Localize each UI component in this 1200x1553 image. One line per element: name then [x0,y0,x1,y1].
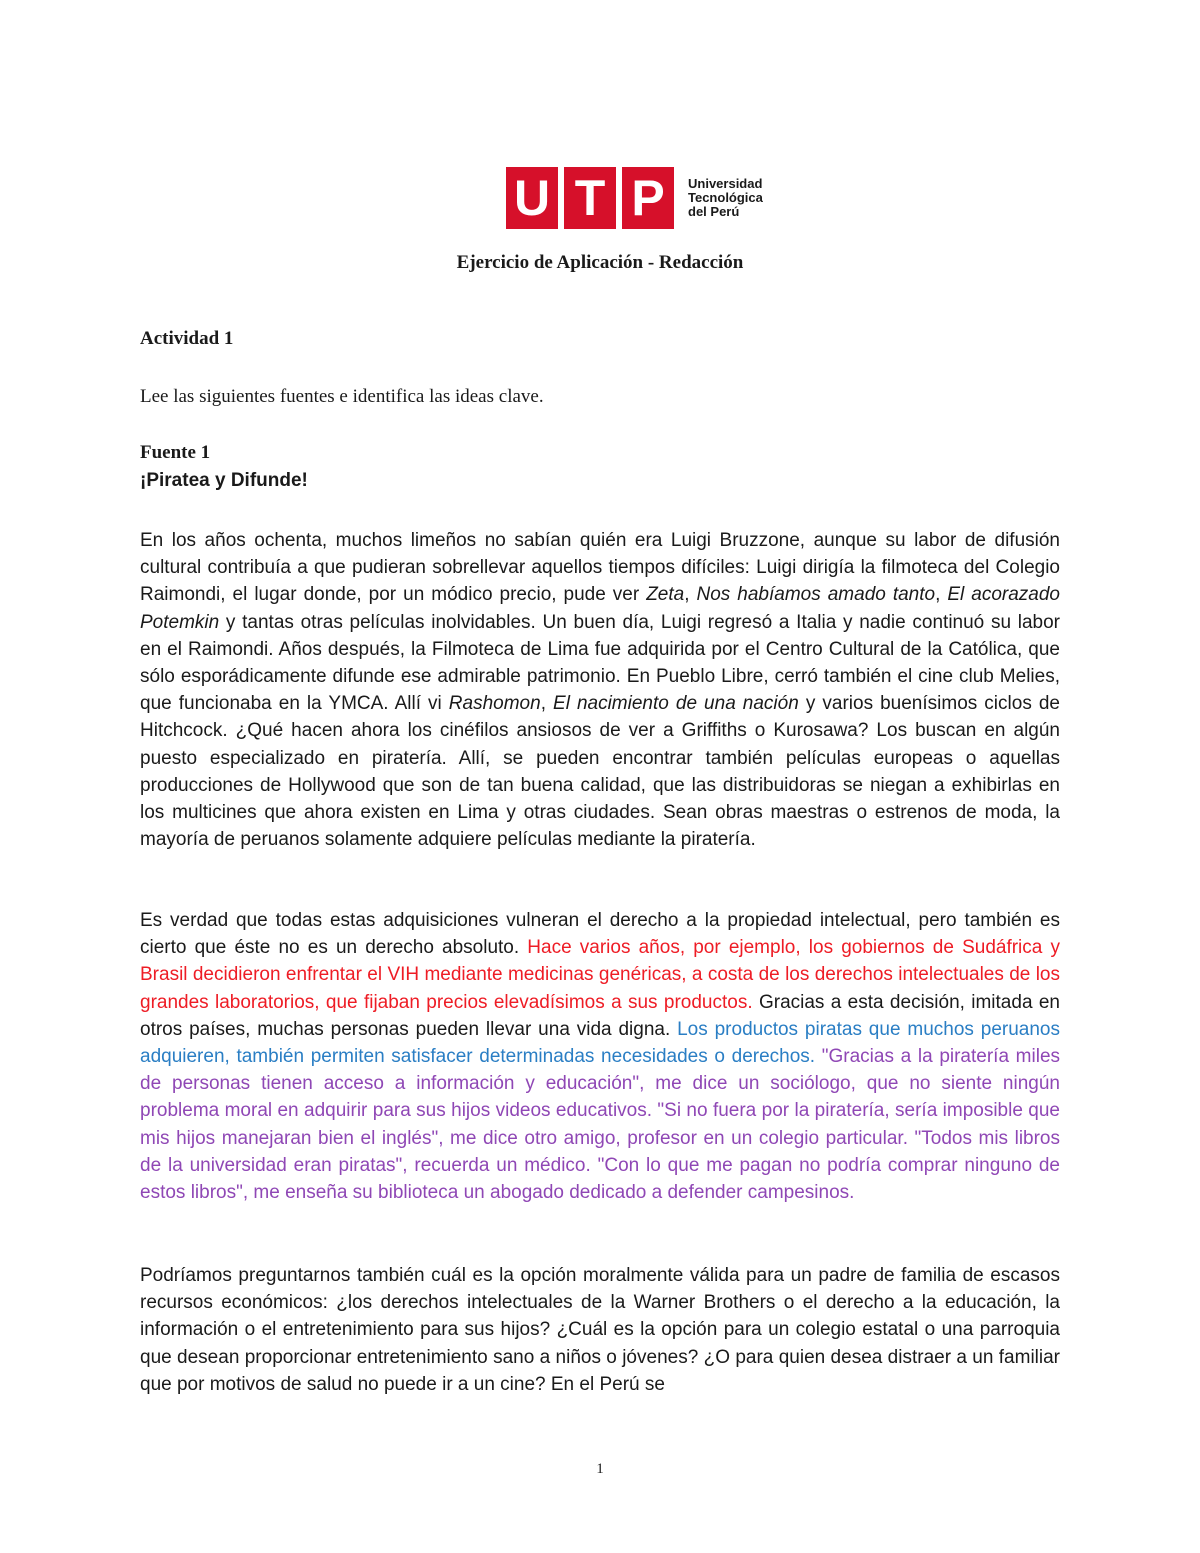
logo-line-3: del Perú [688,204,740,219]
p1-text-6: y varios buenísimos ciclos de Hitchcock. ¿Qué hacen ahora los cinéfilos ansiosos de ver a Griffiths o Kurosawa? Los buscan en algún puesto especializado en piratería. Allí, se pueden encontrar también películas europeas o aquellas producciones de Hollywood que son de tan buena calidad, que las distribuidoras se niegan a exhibirlas en los multicines que ahora existen en Lima y otras ciudades. Sean obras maestras o estrenos de moda, la mayoría de peruanos solamente adquiere películas mediante la piratería. [140,693,1060,851]
p1-film-nacimiento: El nacimiento de una nación [553,693,799,715]
paragraph-1 [140,527,1060,853]
instruction-text: Lee las siguientes fuentes e identifica las ideas clave. [140,386,544,407]
p1-text-5: , [540,693,554,715]
logo-letter-u: U [513,170,551,226]
page-number: 1 [596,1461,604,1477]
logo-letters-block [506,167,558,229]
p1-film-potemkin: El acorazado Potemkin [140,584,1060,633]
logo-letters-block-p [622,167,674,229]
p1-film-rashomon: Rashomon [448,693,541,715]
utp-logo [506,167,763,229]
p1-text-3: , [935,584,948,606]
p2-purple-highlight: "Gracias a la piratería miles de personas tienen acceso a información y educación", me dice un sociólogo, que no siente ningún problema moral en adquirir para sus hijos videos educativos. "Si no fuera por la piratería, sería imposible que mis hijos manejaran bien el inglés", me dice otro amigo, profesor en un colegio particular. "Todos mis libros de la universidad eran piratas", recuerda un médico. "Con lo que me pagan no podría comprar ninguno de estos libros", me enseña su biblioteca un abogado dedicado a defender campesinos. [140,1046,1061,1204]
p1-film-zeta: Zeta [646,584,685,606]
p1-text-2: , [684,584,697,606]
paragraph-3 [140,1262,1060,1398]
page-title: Ejercicio de Aplicación - Redacción [456,252,744,273]
p2-text-3 [815,1046,822,1067]
p2-text-2: Gracias a esta decisión, imitada en otros países, muchas personas pueden llevar una vida digna. [140,991,1060,1040]
p1-text-4: y tantas otras películas inolvidables. Un buen día, Luigi regresó a Italia y nadie continuó su labor en el Raimondi. Años después, la Filmoteca de Lima fue adquirida por el Centro Cultural de la Católica, que sólo esporádicamente difunde ese admirable patrimonio. En Pueblo Libre, cerró también el cine club Melies, que funcionaba en la YMCA. Allí vi [140,611,1060,715]
activity-heading: Actividad 1 [140,328,234,349]
p1-film-nos-habiamos: Nos habíamos amado tanto [696,584,936,606]
p3-text-1: Podríamos preguntarnos también cuál es la opción moralmente válida para un padre de familia de escasos recursos económicos: ¿los derechos intelectuales de la Warner Brothers o el derecho a la educación, la información o el entretenimiento para sus hijos? ¿Cuál es la opción para un colegio estatal o una parroquia que desean proporcionar entretenimiento sano a niños o jóvenes? ¿O para quien desea distraer a un familiar que por motivos de salud no puede ir a un cine? En el Perú se [140,1265,1060,1395]
article-headline: ¡Piratea y Difunde! [140,470,308,491]
logo-letters-block-t [564,167,616,229]
logo-line-2: Tecnológica [688,190,763,205]
p2-red-highlight: Hace varios años, por ejemplo, los gobiernos de Sudáfrica y Brasil decidieron enfrentar el VIH mediante medicinas genéricas, a costa de los derechos intelectuales de los grandes laboratorios, que fijaban precios elevadísimos a sus productos. [140,937,1060,1013]
paragraph-2 [140,907,1060,1206]
logo-letter-p: P [631,170,665,226]
source-label: Fuente 1 [140,442,211,463]
p1-text-1: En los años ochenta, muchos limeños no sabían quién era Luigi Bruzzone, aunque su labor de difusión cultural contribuía a que pudieran sobrellevar aquellos tiempos difíciles: Luigi dirigía la filmoteca del Colegio Raimondi, el lugar donde, por un módico precio, pude ver [140,530,1060,606]
p2-text-1: Es verdad que todas estas adquisiciones vulneran el derecho a la propiedad intelectual, pero también es cierto que éste no es un derecho absoluto. [140,910,1060,959]
p2-blue-highlight: Los productos piratas que muchos peruanos adquieren, también permiten satisfacer determinadas necesidades o derechos. [140,1018,1060,1068]
logo-letter-t: T [574,170,606,226]
logo-wordmark [688,177,763,219]
logo-line-1: Universidad [688,176,763,191]
